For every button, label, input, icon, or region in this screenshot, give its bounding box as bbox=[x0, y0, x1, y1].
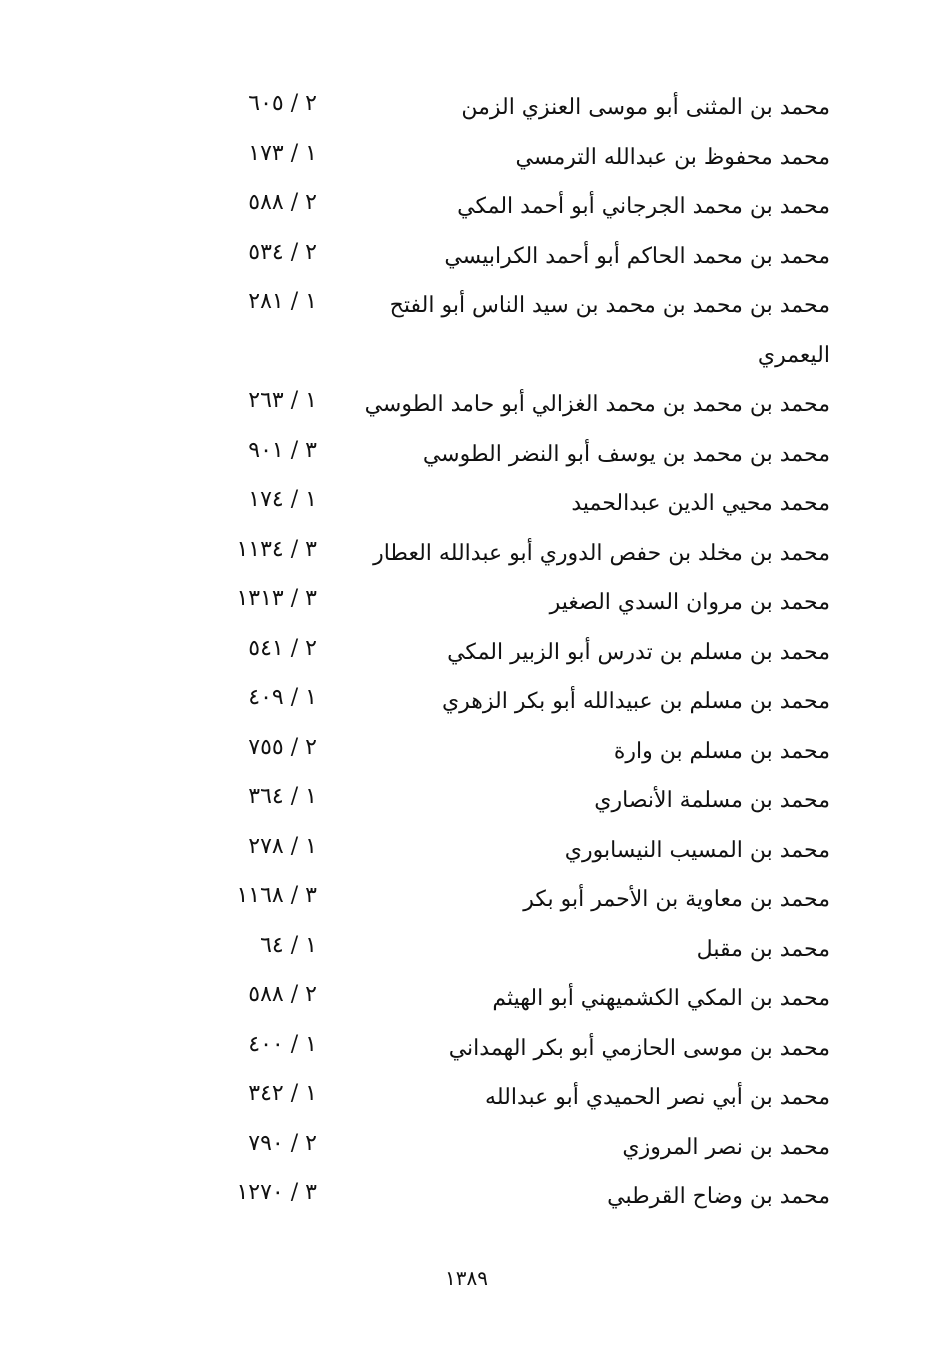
entry-reference bbox=[205, 931, 317, 961]
entry-separator: / bbox=[290, 1180, 299, 1205]
entry-reference bbox=[205, 1030, 317, 1060]
entry-reference bbox=[205, 980, 317, 1010]
entry-name: محمد بن مروان السدي الصغير bbox=[549, 590, 830, 615]
entry-separator: / bbox=[290, 487, 299, 512]
index-entry bbox=[0, 432, 933, 482]
entry-volume: ١ bbox=[305, 1031, 317, 1057]
entry-separator: / bbox=[290, 437, 299, 463]
entry-name: محمد بن محمد الجرجاني أبو أحمد المكي bbox=[457, 194, 830, 219]
entry-separator: / bbox=[290, 536, 299, 562]
entry-page: ٥٣٤ bbox=[248, 239, 284, 265]
entry-page: ١٣١٣ bbox=[236, 586, 284, 611]
entry-separator: / bbox=[290, 685, 299, 710]
entry-volume: ١ bbox=[305, 289, 317, 314]
entry-page: ١٧٤ bbox=[248, 487, 284, 512]
entry-volume: ٢ bbox=[305, 91, 317, 116]
entry-name: محمد بن محمد الحاكم أبو أحمد الكرابيسي bbox=[444, 243, 830, 269]
index-entry bbox=[0, 1125, 933, 1175]
index-entry bbox=[0, 927, 933, 977]
entry-page: ٧٩٠ bbox=[248, 1130, 284, 1156]
index-entry bbox=[0, 1174, 933, 1224]
entry-name: محمد بن نصر المروزي bbox=[622, 1134, 830, 1160]
entry-page: ٥٨٨ bbox=[248, 982, 284, 1007]
entry-reference bbox=[205, 436, 317, 466]
entry-page: ٢٦٣ bbox=[248, 388, 284, 413]
entry-page: ٦٤ bbox=[260, 932, 284, 958]
entry-volume: ١ bbox=[305, 833, 317, 859]
entry-reference bbox=[205, 386, 317, 416]
entry-volume: ١ bbox=[305, 784, 317, 809]
entry-volume: ١ bbox=[305, 932, 317, 958]
entry-name: محمد بن مسلم بن عبيدالله أبو بكر الزهري bbox=[441, 689, 830, 714]
entry-separator: / bbox=[290, 289, 299, 314]
entry-volume: ١ bbox=[305, 140, 317, 166]
entry-page: ٥٤١ bbox=[248, 635, 284, 661]
entry-volume: ٣ bbox=[305, 536, 317, 562]
index-entry bbox=[0, 729, 933, 779]
entry-page: ٦٠٥ bbox=[248, 91, 284, 116]
entry-separator: / bbox=[290, 784, 299, 809]
entry-volume: ٢ bbox=[305, 1130, 317, 1156]
entry-reference bbox=[205, 782, 317, 812]
entry-page: ٩٠١ bbox=[248, 437, 284, 463]
entry-volume: ١ bbox=[305, 388, 317, 413]
entry-volume: ٢ bbox=[305, 635, 317, 661]
entry-name: محمد بن المسيب النيسابوري bbox=[564, 837, 830, 863]
index-entry bbox=[0, 679, 933, 729]
entry-name: محمد بن المثنى أبو موسى العنزي الزمن bbox=[461, 95, 830, 120]
entry-page: ٤٠٠ bbox=[248, 1031, 284, 1057]
entry-separator: / bbox=[290, 833, 299, 859]
entry-name: محمد بن مسلم بن وارة bbox=[613, 738, 830, 764]
entry-separator: / bbox=[290, 734, 299, 760]
entry-reference bbox=[205, 832, 317, 862]
index-entry bbox=[0, 1026, 933, 1076]
entry-name: محمد محيي الدين عبدالحميد bbox=[571, 491, 830, 516]
entry-page: ٥٨٨ bbox=[248, 190, 284, 215]
index-entry bbox=[0, 234, 933, 284]
index-entry bbox=[0, 828, 933, 878]
entry-reference bbox=[205, 535, 317, 565]
entry-separator: / bbox=[290, 190, 299, 215]
entry-name: اليعمري bbox=[757, 342, 830, 368]
entry-separator: / bbox=[290, 239, 299, 265]
entry-separator: / bbox=[290, 1031, 299, 1057]
entry-separator: / bbox=[290, 883, 299, 908]
index-entry bbox=[0, 877, 933, 927]
entry-reference bbox=[205, 1178, 317, 1208]
entry-reference bbox=[205, 89, 317, 119]
entry-separator: / bbox=[290, 982, 299, 1007]
entry-page: ١١٣٤ bbox=[236, 536, 284, 562]
index-entry bbox=[0, 135, 933, 185]
entry-reference bbox=[205, 238, 317, 268]
entry-reference bbox=[205, 1079, 317, 1109]
entry-volume: ٢ bbox=[305, 239, 317, 265]
index-entry bbox=[0, 778, 933, 828]
entry-page: ١٧٣ bbox=[248, 140, 284, 166]
entry-volume: ١ bbox=[305, 1081, 317, 1106]
index-entry bbox=[0, 481, 933, 531]
entry-page: ١١٦٨ bbox=[236, 883, 284, 908]
entry-separator: / bbox=[290, 91, 299, 116]
entry-name: محمد بن مخلد بن حفص الدوري أبو عبدالله العطار bbox=[373, 540, 830, 566]
entry-name: محمد بن مسلم بن تدرس أبو الزبير المكي bbox=[447, 639, 830, 665]
entry-volume: ٣ bbox=[305, 586, 317, 611]
entry-name: محمد بن موسى الحازمي أبو بكر الهمداني bbox=[448, 1035, 830, 1061]
index-entries bbox=[0, 85, 933, 1224]
entry-reference bbox=[205, 139, 317, 169]
entry-reference bbox=[205, 287, 317, 317]
entry-page: ٢٧٨ bbox=[248, 833, 284, 859]
entry-name: محمد بن معاوية بن الأحمر أبو بكر bbox=[523, 887, 830, 912]
index-entry bbox=[0, 85, 933, 135]
entry-volume: ٣ bbox=[305, 437, 317, 463]
entry-volume: ٣ bbox=[305, 1180, 317, 1205]
entry-reference bbox=[205, 634, 317, 664]
entry-separator: / bbox=[290, 1130, 299, 1156]
entry-name: محمد بن محمد بن يوسف أبو النضر الطوسي bbox=[422, 441, 830, 467]
entry-separator: / bbox=[290, 635, 299, 661]
entry-volume: ١ bbox=[305, 487, 317, 512]
index-entry bbox=[0, 382, 933, 432]
index-entry bbox=[0, 1075, 933, 1125]
index-entry-continuation bbox=[0, 333, 933, 383]
entry-page: ٣٤٢ bbox=[248, 1081, 284, 1106]
entry-reference bbox=[205, 188, 317, 218]
entry-reference bbox=[205, 733, 317, 763]
entry-reference bbox=[205, 485, 317, 515]
entry-page: ١٢٧٠ bbox=[236, 1180, 284, 1205]
entry-name: محمد بن مسلمة الأنصاري bbox=[594, 788, 830, 813]
page-number: ١٣٨٩ bbox=[445, 1266, 488, 1290]
entry-name: محمد بن المكي الكشميهني أبو الهيثم bbox=[492, 986, 830, 1011]
index-entry bbox=[0, 283, 933, 333]
entry-name: محمد بن محمد بن محمد الغزالي أبو حامد الطوسي bbox=[364, 392, 830, 417]
entry-volume: ٢ bbox=[305, 734, 317, 760]
entry-volume: ٢ bbox=[305, 982, 317, 1007]
entry-page: ٧٥٥ bbox=[248, 734, 284, 760]
index-entry bbox=[0, 630, 933, 680]
entry-separator: / bbox=[290, 932, 299, 958]
entry-reference bbox=[205, 1129, 317, 1159]
entry-volume: ٣ bbox=[305, 883, 317, 908]
entry-name: محمد محفوظ بن عبدالله الترمسي bbox=[515, 144, 830, 170]
entry-reference bbox=[205, 584, 317, 614]
entry-separator: / bbox=[290, 586, 299, 611]
entry-name: محمد بن مقبل bbox=[696, 936, 830, 962]
entry-reference bbox=[205, 683, 317, 713]
index-entry bbox=[0, 580, 933, 630]
entry-page: ٢٨١ bbox=[248, 289, 284, 314]
entry-page: ٣٦٤ bbox=[248, 784, 284, 809]
entry-name: محمد بن أبي نصر الحميدي أبو عبدالله bbox=[485, 1085, 830, 1110]
entry-reference bbox=[205, 881, 317, 911]
entry-name: محمد بن وضاح القرطبي bbox=[607, 1184, 830, 1209]
entry-separator: / bbox=[290, 1081, 299, 1106]
entry-volume: ٢ bbox=[305, 190, 317, 215]
index-entry bbox=[0, 184, 933, 234]
entry-volume: ١ bbox=[305, 685, 317, 710]
index-entry bbox=[0, 976, 933, 1026]
entry-page: ٤٠٩ bbox=[248, 685, 284, 710]
entry-name: محمد بن محمد بن محمد بن سيد الناس أبو الفتح bbox=[389, 293, 830, 318]
index-entry bbox=[0, 531, 933, 581]
entry-separator: / bbox=[290, 388, 299, 413]
entry-separator: / bbox=[290, 140, 299, 166]
